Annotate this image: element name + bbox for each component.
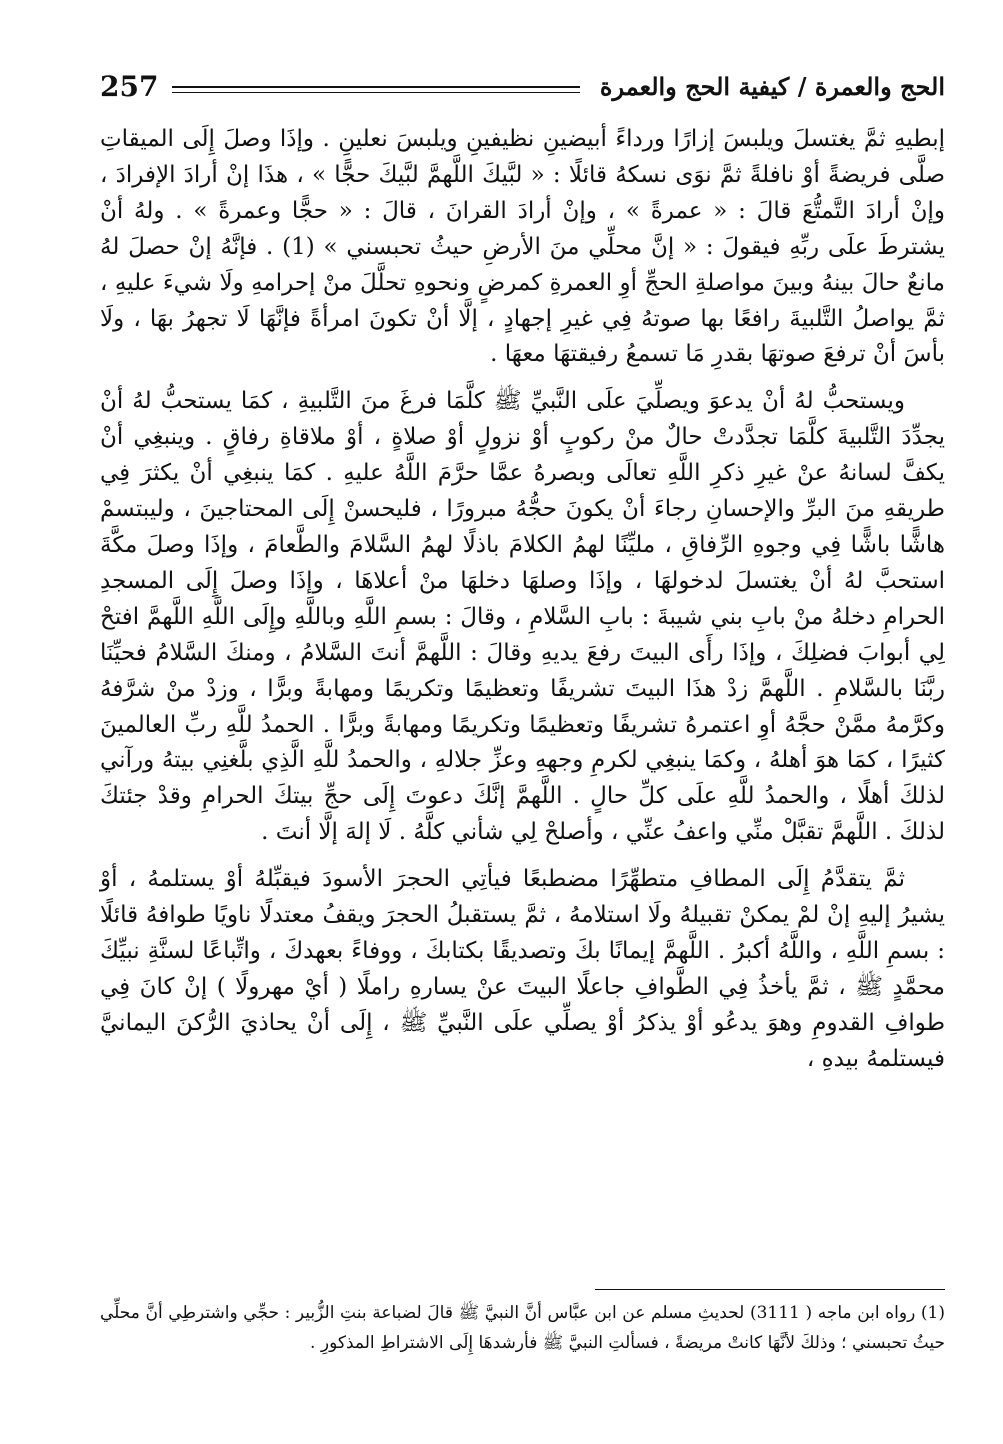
- footnote-marker: (1): [920, 1303, 945, 1323]
- running-title: الحج والعمرة / كيفية الحج والعمرة: [599, 72, 945, 101]
- paragraph-3: ثمَّ يتقدَّمُ إِلَى المطافِ متطهِّرًا مضطبعًا فيأتِي الحجرَ الأسودَ فيقبِّلهُ أوْ يستلمهُ ، أوْ يشيرُ إليهِ إنْ لمْ يمكنْ تقبيلهُ ولَا استلامهُ ، ثمَّ يستقبلُ الحجرَ ويقفُ معتدلًا ناويًا طوافهُ قائلًا : بسمِ اللَّهِ ، واللَّهُ أكبرُ . اللَّهمَّ إيمانًا بكَ وتصديقًا بكتابكَ ، ووفاءً بعهدكَ ، واتِّباعًا لسنَّةِ نبيِّكَ محمَّدٍ ﷺ ، ثمَّ يأخذُ فِي الطَّوافِ جاعلًا البيتَ عنْ يسارهِ راملًا ( أيْ مهرولًا ) إنْ كانَ فِي طوافِ القدومِ وهوَ يدعُو أوْ يذكرُ أوْ يصلِّي علَى النَّبيِّ ﷺ ، إِلَى أنْ يحاذيَ الرُّكنَ اليمانيَّ فيستلمهُ بيدهِ ،: [100, 866, 945, 1072]
- footnotes: [100, 1298, 945, 1358]
- page-header: [100, 70, 945, 110]
- paragraph-2: ويستحبُّ لهُ أنْ يدعوَ ويصلِّيَ علَى النَّبيِّ ﷺ كلَّمَا فرغَ منَ التَّلبيةِ ، كمَا يستحبُّ لهُ أنْ يجدِّدَ التَّلبيةَ كلَّمَا تجدَّدتْ حالٌ منْ ركوبٍ أوْ نزولٍ أوْ صلاةٍ ، أوْ ملاقاةِ رفاقٍ . وينبغِي أنْ يكفَّ لسانهُ عنْ غيرِ ذكرِ اللَّهِ تعالَى وبصرهُ عمَّا حرَّمَ اللَّهُ عليهِ . كمَا ينبغِي أنْ يكثرَ فِي طريقهِ منَ البرِّ والإحسانِ رجاءَ أنْ يكونَ حجُّهُ مبرورًا ، فليحسنْ إِلَى المحتاجينَ ، وليبتسمْ هاشًّا باشًّا فِي وجوهِ الرِّفاقِ ، مليِّنًا لهمُ الكلامَ باذلًا لهمُ السَّلامَ والطَّعامَ ، وإذَا وصلَ مكَّةَ استحبَّ لهُ أنْ يغتسلَ لدخولهَا ، وإذَا وصلهَا دخلهَا منْ أعلاهَا ، وإذَا وصلَ إِلَى المسجدِ الحرامِ دخلهُ منْ بابِ بني شيبةَ : بابِ السَّلامِ ، وقالَ : بسمِ اللَّهِ وباللَّهِ وإِلَى اللَّهِ اللَّهمَّ افتحْ لِي أبوابَ فضلِكَ ، وإذَا رأَى البيتَ رفعَ يديهِ وقالَ : اللَّهمَّ أنتَ السَّلامُ ، ومنكَ السَّلامُ فحيِّنَا ربَّنَا بالسَّلامِ . اللَّهمَّ زدْ هذَا البيتَ تشريفًا وتعظيمًا وتكريمًا ومهابةً وبرًّا ، وزدْ منْ شرَّفهُ وكرَّمهُ ممَّنْ حجَّهُ أوِ اعتمرهُ تشريفًا وتعظيمًا وتكريمًا ومهابةً وبرًّا . الحمدُ للَّهِ ربِّ العالمينَ كثيرًا ، كمَا هوَ أهلهُ ، وكمَا ينبغِي لكرمِ وجههِ وعزِّ جلالهِ ، والحمدُ للَّهِ الَّذِي بلَّغنِي بيتهُ ورآني لذلكَ أهلًا ، والحمدُ للَّهِ علَى كلِّ حالٍ . اللَّهمَّ إنَّكَ دعوتَ إِلَى حجِّ بيتكَ الحرامِ وقدْ جئتكَ لذلكَ . اللَّهمَّ تقبَّلْ منِّي واعفُ عنِّي ، وأصلحْ لِي شأني كلَّهُ . لَا إلهَ إلَّا أنتَ .: [100, 388, 945, 846]
- footnote-text: رواه ابن ماجه ( 3111) لحديثِ مسلم عن ابن عبَّاس أنَّ النبيَّ ﷺ قالَ لضباعة بنتِ الزُّبير : حجِّي واشترطِي أنَّ محلِّي حيثُ تحبسني ؛ وذلكَ لأنَّهَا كانتْ مريضةً ، فسألتِ النبيَّ ﷺ فأرشدهَا إِلَى الاشتراطِ المذكورِ .: [100, 1303, 945, 1353]
- header-rule: [172, 86, 580, 93]
- page-number: 257: [100, 70, 159, 103]
- paragraph-1-part-1: إبطيهِ ثمَّ يغتسلَ ويلبسَ إزارًا ورداءً أبيضينِ نظيفينِ ويلبسَ نعلينِ . وإذَا وصلَ إِلَى الميقاتِ صلَّى فريضةً أوْ نافلةً ثمَّ نوَى نسكهُ قائلًا : « لبَّيكَ اللَّهمَّ لبَّيكَ حجًّا » ، هذَا إنْ أرادَ الإفرادَ ، وإنْ أرادَ التَّمتُّعَ قالَ : « عمرةً » ، وإنْ أرادَ القرانَ ، قالَ : « حجًّا وعمرةً » . ولهُ أنْ يشترطَ علَى ربِّهِ فيقولَ : « إنَّ محلِّي منَ الأرضِ حيثُ تحبسني » (1) . فإنَّهُ إنْ حصلَ لهُ مانعٌ حالَ بينهُ وبينَ مواصلةِ الحجِّ أوِ العمرةِ كمرضٍ ونحوهِ تحلَّلَ منْ إحرامهِ ولَا شيءَ عليهِ ، ثمَّ يواصلُ التَّلبيةَ رافعًا بها صوتهُ فِي غيرِ إجهادٍ ، إلَّا أنْ تكونَ امرأةً فإنَّهَا لَا تجهرُ بهَا ، ولَا بأسَ أنْ ترفعَ صوتهَا بقدرِ مَا تسمعُ رفيقتهَا معهَا .: [100, 126, 946, 368]
- footnote-1: [100, 1298, 945, 1358]
- main-text: [100, 122, 945, 1089]
- paragraph-1: [100, 122, 945, 373]
- footnote-rule: [595, 1289, 945, 1290]
